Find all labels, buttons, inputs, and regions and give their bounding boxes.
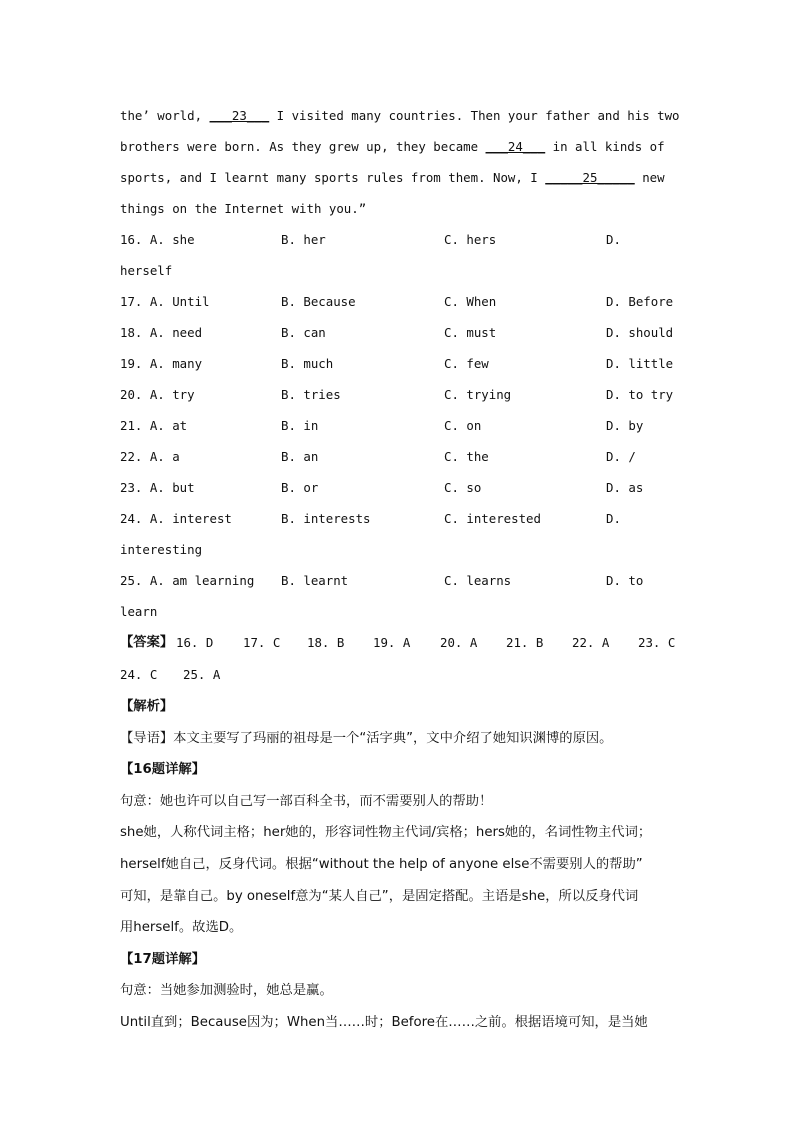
option-c: C. learns (444, 573, 512, 588)
answer-item: 22. A (572, 635, 610, 650)
passage (120, 100, 680, 224)
question-18 (120, 317, 680, 348)
passage-line (120, 162, 680, 193)
option-d: D. should (606, 325, 674, 340)
option-b: B. or (281, 480, 319, 495)
option-d: D. to try (606, 387, 674, 402)
answer-item: 23. C (638, 635, 676, 650)
option-wrap: learn (120, 604, 158, 619)
explanation-line: herself她自己，反身代词。根据“without the help of anyone else不需要别人的帮助” (120, 856, 643, 872)
option-b: B. interests (281, 511, 371, 526)
question-list (120, 224, 680, 627)
option-d: D. as (606, 480, 644, 495)
answer-item: 21. B (506, 635, 544, 650)
passage-text: the’ world, (120, 108, 210, 123)
option-c: C. When (444, 294, 497, 309)
blank-24: ___24___ (485, 139, 546, 154)
passage-text: things on the Internet with you.” (120, 201, 367, 216)
option-d: D. by (606, 418, 644, 433)
answer-item: 25. A (183, 667, 221, 682)
passage-line (120, 100, 680, 131)
explanation-line: she她，人称代词主格；her她的，形容词性物主代词/宾格；hers她的，名词性物主代词； (120, 825, 652, 841)
option-wrap: interesting (120, 542, 203, 557)
answer-item: 19. A (373, 635, 411, 650)
option-a: 23. A. but (120, 480, 195, 495)
question-20 (120, 379, 680, 410)
option-c: C. few (444, 356, 489, 371)
answer-key (120, 627, 680, 691)
option-c: C. so (444, 480, 482, 495)
passage-text: brothers were born. As they grew up, they became (120, 139, 486, 154)
option-b: B. Because (281, 294, 356, 309)
question-19 (120, 348, 680, 379)
passage-text: new (634, 170, 665, 185)
question-16 (120, 224, 680, 255)
question-17 (120, 286, 680, 317)
question-23 (120, 472, 680, 503)
answer-item: 24. C (120, 667, 158, 682)
analysis-intro: 【导语】本文主要写了玛丽的祖母是一个“活字典”，文中介绍了她知识渊博的原因。 (120, 730, 613, 746)
explanation-line: 句意：她也许可以自己写一部百科全书，而不需要别人的帮助！ (120, 793, 493, 809)
option-b: B. in (281, 418, 319, 433)
passage-text: in all kinds of (545, 139, 665, 154)
option-d: D. (606, 232, 621, 247)
option-b: B. tries (281, 387, 341, 402)
option-a: 16. A. she (120, 232, 195, 247)
passage-text: I visited many countries. Then your father and his two (269, 108, 680, 123)
answer-item: 20. A (440, 635, 478, 650)
option-d: D. Before (606, 294, 674, 309)
q17-heading: 【17题详解】 (120, 951, 205, 967)
option-c: C. trying (444, 387, 512, 402)
explanation-line: Until直到；Because因为；When当……时；Before在……之前。根据语境可知，是当她 (120, 1014, 648, 1030)
option-c: C. on (444, 418, 482, 433)
option-a: 24. A. interest (120, 511, 232, 526)
option-b: B. much (281, 356, 334, 371)
option-wrap: herself (120, 263, 173, 278)
passage-line (120, 193, 680, 224)
option-b: B. her (281, 232, 326, 247)
option-d: D. to (606, 573, 644, 588)
option-b: B. learnt (281, 573, 349, 588)
option-b: B. can (281, 325, 326, 340)
answer-row (120, 659, 680, 691)
question-24 (120, 503, 680, 534)
answer-row (120, 627, 680, 659)
explanation-line: 可知，是靠自己。by oneself意为“某人自己”，是固定搭配。主语是she，所以反身代词 (120, 888, 639, 904)
option-d: D. little (606, 356, 674, 371)
question-21 (120, 410, 680, 441)
option-b: B. an (281, 449, 319, 464)
question-22 (120, 441, 680, 472)
option-d: D. / (606, 449, 636, 464)
option-a: 20. A. try (120, 387, 195, 402)
explanation-line: 句意：当她参加测验时，她总是赢。 (120, 983, 333, 999)
passage-line (120, 131, 680, 162)
blank-23: ___23___ (209, 108, 270, 123)
option-a: 22. A. a (120, 449, 180, 464)
option-a: 21. A. at (120, 418, 188, 433)
option-c: C. must (444, 325, 497, 340)
option-c: C. the (444, 449, 489, 464)
option-c: C. interested (444, 511, 541, 526)
answer-label: 【答案】 (120, 635, 174, 650)
analysis-heading: 【解析】 (120, 699, 174, 714)
option-a: 17. A. Until (120, 294, 210, 309)
passage-text: sports, and I learnt many sports rules from them. Now, I (120, 170, 546, 185)
blank-25: _____25_____ (545, 170, 635, 185)
option-a: 18. A. need (120, 325, 203, 340)
option-a: 19. A. many (120, 356, 203, 371)
option-c: C. hers (444, 232, 497, 247)
answer-item: 18. B (307, 635, 345, 650)
explanation-line: 用herself。故选D。 (120, 920, 243, 936)
option-d: D. (606, 511, 621, 526)
q16-heading: 【16题详解】 (120, 762, 205, 778)
question-25 (120, 565, 680, 596)
analysis (120, 691, 680, 1039)
answer-item: 17. C (243, 635, 281, 650)
option-a: 25. A. am learning (120, 573, 255, 588)
answer-item: 16. D (176, 635, 214, 650)
document-page (120, 100, 680, 1039)
